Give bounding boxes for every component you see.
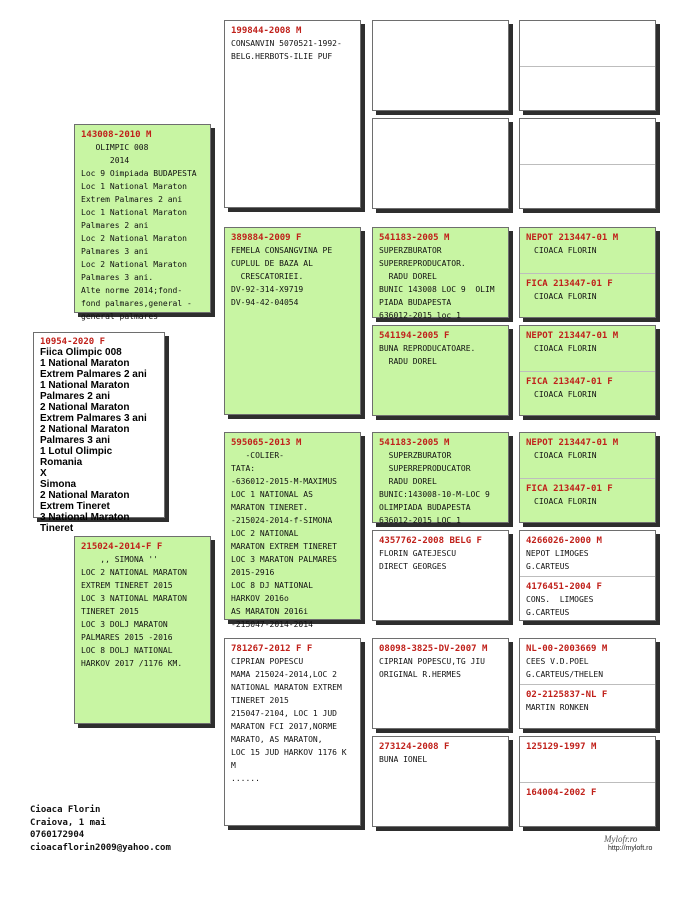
text-line: CIPRIAN POPESCU,TG JIU [379, 657, 485, 666]
ggD-lines [373, 547, 508, 573]
text-line: ,, SIMONA '' [81, 555, 159, 564]
g4-7-ring: 4266026-2000 M [526, 536, 602, 546]
text-line: 1 National Maraton [40, 380, 130, 391]
g4-pair-3 [519, 432, 656, 523]
text-line: Loc 9 Oimpiada BUDAPESTA [81, 169, 197, 178]
text-line: Fiica Olimpic 008 [40, 347, 122, 358]
g4-8-lines [520, 593, 655, 619]
text-line: Extrem Tineret [40, 501, 110, 512]
g4-8-ring: 4176451-2004 F [526, 582, 602, 592]
text-line: Palmares 2 ani [40, 391, 111, 402]
g4-10-ring: 02-2125837-NL F [526, 690, 608, 700]
text-line: PALMARES 2015 -2016 [81, 633, 173, 642]
text-line: CONSANVIN 5070521-1992- [231, 39, 342, 48]
g4-1-ring: NEPOT 213447-01 M [526, 233, 619, 243]
ggp-empty-1 [372, 20, 509, 111]
text-line: MARATON TINERET. [231, 503, 309, 512]
owner-city: Craiova, 1 mai [30, 817, 106, 828]
g3-ring: 595065-2013 M [231, 438, 302, 448]
text-line: HARKOV 2017 /1176 KM. [81, 659, 183, 668]
text-line: BUNIC:143008-10-M-LOC 9 [379, 490, 490, 499]
ggB-lines [373, 342, 508, 368]
text-line: RADU DOREL [379, 477, 437, 486]
ggp-card-a [372, 227, 509, 318]
text-line: X [40, 468, 47, 479]
site-logo: Mylofr.ro [604, 834, 638, 844]
text-line: CONS. LIMOGES [526, 595, 594, 604]
g4-lines [225, 655, 360, 785]
ggC-lines [373, 449, 508, 527]
owner-phone: 0760172904 [30, 830, 85, 840]
dam-lines [75, 553, 210, 670]
g4-empty-1 [519, 20, 656, 111]
ggC-ring: 541183-2005 M [379, 438, 450, 448]
subject-ring: 10954-2020 F [40, 337, 106, 347]
text-line: 2015-2916 [231, 568, 275, 577]
g4-6-note: CIOACA FLORIN [534, 497, 597, 506]
text-line: G.CARTEUS [526, 608, 570, 617]
text-line: G.CARTEUS/THELEN [526, 670, 604, 679]
text-line: RADU DOREL [379, 357, 437, 366]
text-line: DIRECT GEORGES [379, 562, 447, 571]
sire-ring: 143008-2010 M [81, 130, 152, 140]
text-line: LOC 8 DJ NATIONAL [231, 581, 313, 590]
text-line: Tineret [40, 523, 74, 534]
g4-9-lines [520, 655, 655, 681]
text-line: ORIGINAL R.HERMES [379, 670, 461, 679]
text-line: BUNIC 143008 LOC 9 OLIM [379, 285, 495, 294]
ggp-empty-2 [372, 118, 509, 209]
text-line: MARTIN RONKEN [526, 703, 589, 712]
text-line: -215047-2014-2014 [231, 620, 313, 629]
sire-card [74, 124, 211, 321]
ggF-lines [373, 753, 508, 766]
g2-ring: 389884-2009 F [231, 233, 302, 243]
g4-4-note: CIOACA FLORIN [534, 390, 597, 399]
text-line: 2 National Maraton [40, 490, 130, 501]
g4-ring: 781267-2012 F F [231, 644, 313, 654]
text-line: PIADA BUDAPESTA [379, 298, 452, 307]
ggp-card-e [372, 638, 509, 729]
text-line: Extrem Palmares 2 ani [81, 195, 183, 204]
ggp-card-f [372, 736, 509, 827]
g4-5-note: CIOACA FLORIN [534, 451, 597, 460]
g4-9-ring: NL-00-2003669 M [526, 644, 608, 654]
subject-card [33, 332, 165, 534]
text-line: NEPOT LIMOGES [526, 549, 589, 558]
text-line: Extrem Palmares 3 ani [40, 413, 147, 424]
g4-1-note: CIOACA FLORIN [534, 246, 597, 255]
text-line: fond palmares,general - [81, 299, 192, 308]
ggA-ring: 541183-2005 M [379, 233, 450, 243]
text-line: EXTREM TINERET 2015 [81, 581, 173, 590]
text-line: BUNA IONEL [379, 755, 428, 764]
g2-lines [225, 244, 360, 309]
text-line: MARATON EXTREM TINERET [231, 542, 337, 551]
text-line: CIPRIAN POPESCU [231, 657, 304, 666]
text-line: Loc 2 National Maraton [81, 260, 187, 269]
text-line: SUPERZBURATOR [379, 451, 452, 460]
text-line: CRESCATORIEI. [231, 272, 304, 281]
ggB-ring: 541194-2005 F [379, 331, 450, 341]
g4-2-ring: FICA 213447-01 F [526, 279, 613, 289]
granddam-maternal-card [224, 638, 361, 826]
g4-3-note: CIOACA FLORIN [534, 344, 597, 353]
g4-empty-2 [519, 118, 656, 209]
owner-email[interactable]: cioacaflorin2009@yahoo.com [30, 842, 171, 853]
text-line: 2 National Maraton [40, 424, 130, 435]
text-line: BELG.HERBOTS-ILIE PUF [231, 52, 333, 61]
g4-pair-5 [519, 638, 656, 729]
text-line: general palmares [81, 312, 159, 321]
text-line: SUPERREPRODUCATOR [379, 464, 471, 473]
text-line: DV-94-42-04054 [231, 298, 299, 307]
text-line: -215024-2014-f-SIMONA [231, 516, 333, 525]
ggA-lines [373, 244, 508, 322]
text-line: TINERET 2015 [81, 607, 139, 616]
g4-pair-6 [519, 736, 656, 827]
ggE-lines [373, 655, 508, 681]
text-line: LOC 15 JUD HARKOV 1176 K [231, 748, 347, 757]
text-line: G.CARTEUS [526, 562, 570, 571]
text-line: 3 National Maraton [40, 512, 130, 523]
text-line: HARKOV 2016o [231, 594, 289, 603]
text-line: 636012-2015 loc 1 [379, 311, 461, 320]
text-line: MAMA 215024-2014,LOC 2 [231, 670, 337, 679]
text-line: SUPERZBURATOR [379, 246, 442, 255]
ggp-card-d [372, 530, 509, 621]
g4-10-lines [520, 701, 655, 714]
text-line: Palmares 2 ani [81, 221, 149, 230]
text-line: FLORIN GATEJESCU [379, 549, 457, 558]
dam-card [74, 536, 211, 724]
g4-7-lines [520, 547, 655, 573]
grandsire-paternal-card [224, 20, 361, 208]
text-line: CUPLUL DE BAZA AL [231, 259, 313, 268]
text-line: 1 Lotul Olimpic Romania [40, 446, 118, 468]
text-line: MARATO, AS MARATON, [231, 735, 323, 744]
g3-lines [225, 449, 360, 631]
text-line: LOC 3 NATIONAL MARATON [81, 594, 187, 603]
text-line: 2014 [81, 156, 130, 165]
text-line: MARATON FCI 2017,NORME [231, 722, 337, 731]
ggp-card-c [372, 432, 509, 523]
text-line: 1 National Maraton [40, 358, 130, 369]
subject-lines [34, 347, 164, 534]
text-line: OLIMPIADA BUDAPESTA [379, 503, 471, 512]
ggp-card-b [372, 325, 509, 416]
text-line: Loc 1 National Maraton [81, 208, 187, 217]
sire-lines [75, 141, 210, 323]
text-line: 215047-2104, LOC 1 JUD [231, 709, 337, 718]
text-line: Palmares 3 ani [40, 435, 111, 446]
text-line: Palmares 3 ani. [81, 273, 154, 282]
g1-ring: 199844-2008 M [231, 26, 302, 36]
text-line: 636012-2015 LOC 1 [379, 516, 461, 525]
g4-5-ring: NEPOT 213447-01 M [526, 438, 619, 448]
owner-info [30, 804, 171, 854]
text-line: Extrem Palmares 2 ani [40, 369, 147, 380]
text-line: Palmares 3 ani [81, 247, 149, 256]
text-line: LOC 1 NATIONAL AS [231, 490, 313, 499]
ggF-ring: 273124-2008 F [379, 742, 450, 752]
text-line: TINERET 2015 [231, 696, 289, 705]
text-line: CEES V.D.POEL [526, 657, 589, 666]
text-line: LOC 3 DOLJ MARATON [81, 620, 168, 629]
text-line: Simona [40, 479, 77, 490]
dam-ring: 215024-2014-F F [81, 542, 163, 552]
g4-6-ring: FICA 213447-01 F [526, 484, 613, 494]
g4-3-ring: NEPOT 213447-01 M [526, 331, 619, 341]
g1-lines [225, 37, 360, 63]
text-line: -COLIER- [231, 451, 284, 460]
g4-4-ring: FICA 213447-01 F [526, 377, 613, 387]
owner-name: Cioaca Florin [30, 805, 101, 815]
text-line: Loc 2 National Maraton [81, 234, 187, 243]
text-line: Loc 1 National Maraton [81, 182, 187, 191]
text-line: FEMELA CONSANGVINA PE [231, 246, 333, 255]
text-line: LOC 2 NATIONAL [231, 529, 299, 538]
text-line: ...... [231, 774, 260, 783]
text-line: RADU DOREL [379, 272, 437, 281]
ggD-ring: 4357762-2008 BELG F [379, 536, 482, 546]
grandsire-maternal-card [224, 432, 361, 629]
text-line: BUNA REPRODUCATOARE. [379, 344, 476, 353]
text-line: 2 National Maraton [40, 402, 130, 413]
text-line: LOC 3 MARATON PALMARES [231, 555, 337, 564]
text-line: LOC 8 DOLJ NATIONAL [81, 646, 173, 655]
granddam-paternal-card [224, 227, 361, 415]
text-line: Alte norme 2014;fond- [81, 286, 183, 295]
text-line: M [231, 761, 236, 770]
g4-12-ring: 164004-2002 F [526, 788, 597, 798]
g4-2-note: CIOACA FLORIN [534, 292, 597, 301]
text-line: LOC 2 NATIONAL MARATON [81, 568, 187, 577]
ggE-ring: 08098-3825-DV-2007 M [379, 644, 488, 654]
g4-11-ring: 125129-1997 M [526, 742, 597, 752]
site-url[interactable]: http://myloft.ro [608, 845, 653, 852]
text-line: SUPERREPRODUCATOR. [379, 259, 466, 268]
text-line: -636012-2015-M-MAXIMUS [231, 477, 337, 486]
text-line: OLIMPIC 008 [81, 143, 149, 152]
g4-pair-2 [519, 325, 656, 416]
text-line: AS MARATON 2016i [231, 607, 309, 616]
text-line: NATIONAL MARATON EXTREM [231, 683, 342, 692]
g4-pair-1 [519, 227, 656, 318]
g4-pair-4 [519, 530, 656, 621]
text-line: TATA: [231, 464, 256, 473]
text-line: DV-92-314-X9719 [231, 285, 304, 294]
